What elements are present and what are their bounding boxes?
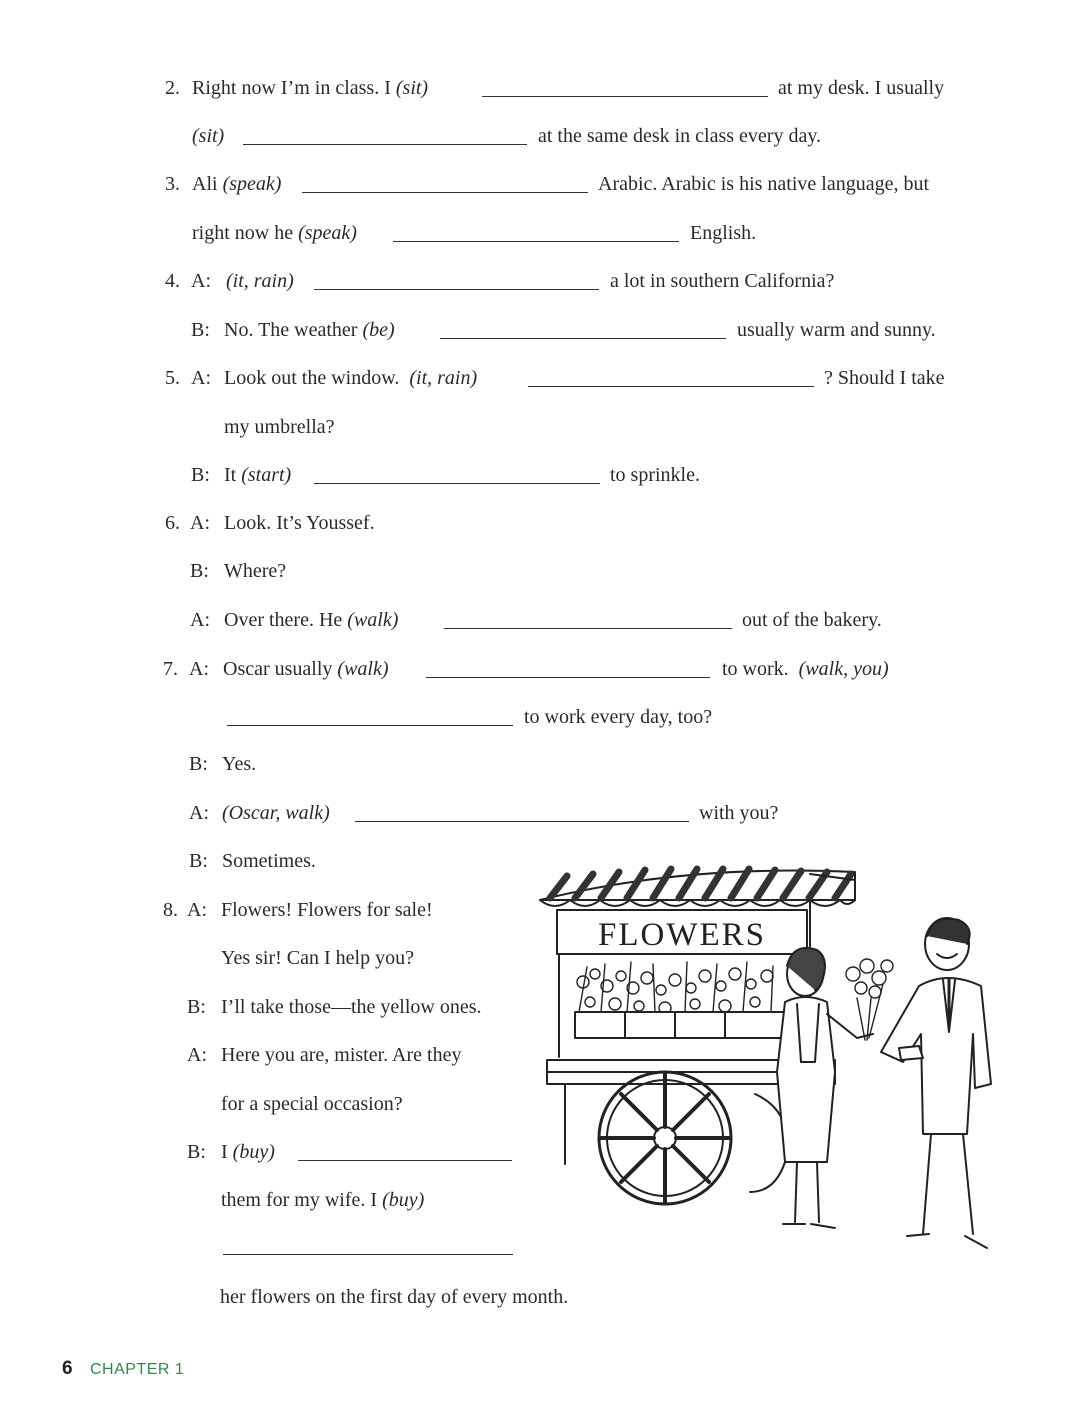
answer-blank[interactable]: [444, 610, 732, 629]
verb-cue: (buy): [382, 1189, 425, 1211]
item-text: to work every day, too?: [524, 706, 713, 728]
item-text: Where?: [224, 560, 287, 582]
item-text: I’ll take those—the yellow ones.: [221, 996, 482, 1018]
verb-cue: (it, rain): [226, 270, 294, 292]
item-number: 3.: [165, 173, 180, 195]
speaker-label: B:: [191, 464, 210, 486]
item-text: usually warm and sunny.: [737, 319, 936, 341]
item-text: at the same desk in class every day.: [538, 125, 822, 147]
item-text: Look. It’s Youssef.: [224, 512, 375, 534]
flowers-sign-text: FLOWERS: [597, 917, 767, 953]
item-number: 7.: [163, 658, 178, 680]
speaker-label: B:: [187, 996, 206, 1018]
item-text: Yes sir! Can I help you?: [221, 947, 414, 969]
answer-blank[interactable]: [355, 803, 689, 822]
item-text: It (start): [224, 464, 292, 486]
item-text: English.: [690, 222, 757, 244]
item-text: Arabic. Arabic is his native language, but: [598, 173, 930, 195]
answer-blank[interactable]: [314, 271, 599, 290]
speaker-label: A:: [190, 609, 210, 631]
item-text: them for my wife. I (buy): [221, 1189, 425, 1211]
item-text: with you?: [699, 802, 779, 824]
speaker-label: A:: [190, 512, 210, 534]
speaker-label: B:: [187, 1141, 206, 1163]
verb-cue: (sit): [192, 125, 225, 147]
flower-cart-illustration: [535, 862, 1005, 1274]
chapter-label: CHAPTER 1: [90, 1361, 185, 1378]
verb-cue: (sit): [395, 77, 429, 99]
item-text: I (buy): [221, 1141, 275, 1163]
item-text: Ali (speak): [192, 173, 282, 195]
speaker-label: A:: [191, 367, 211, 389]
speaker-label: A:: [187, 899, 207, 921]
speaker-label: A:: [191, 270, 211, 292]
item-text: Yes.: [222, 753, 257, 775]
item-text: [192, 124, 224, 148]
item-text: Flowers! Flowers for sale!: [221, 899, 433, 921]
verb-cue: (walk): [347, 609, 399, 631]
item-text: ? Should I take: [824, 367, 945, 389]
item-text: [222, 801, 330, 825]
answer-blank[interactable]: [223, 1236, 513, 1255]
item-text: to work. (walk, you): [722, 658, 889, 680]
verb-cue: (it, rain): [409, 367, 478, 389]
verb-cue: (speak): [298, 222, 357, 244]
speaker-label: B:: [190, 560, 209, 582]
speaker-label: A:: [187, 1044, 207, 1066]
verb-cue: (start): [241, 464, 292, 486]
item-number: 4.: [165, 270, 180, 292]
answer-blank[interactable]: [393, 223, 679, 242]
item-text: [226, 269, 294, 293]
item-text: to sprinkle.: [610, 464, 700, 486]
verb-cue: (Oscar, walk): [222, 802, 330, 824]
item-number: 8.: [163, 899, 178, 921]
item-text: out of the bakery.: [742, 609, 882, 631]
speaker-label: B:: [189, 753, 208, 775]
answer-blank[interactable]: [314, 465, 600, 484]
item-number: 6.: [165, 512, 180, 534]
verb-cue: (be): [362, 319, 395, 341]
item-number: 5.: [165, 367, 180, 389]
verb-cue: (buy): [232, 1141, 275, 1163]
answer-blank[interactable]: [440, 320, 726, 339]
item-text: Look out the window. (it, rain): [224, 367, 478, 389]
item-text: for a special occasion?: [221, 1093, 403, 1115]
speaker-label: B:: [189, 850, 208, 872]
answer-blank[interactable]: [482, 78, 768, 97]
item-text: Here you are, mister. Are they: [221, 1044, 462, 1066]
item-text: Right now I’m in class. I (sit): [192, 77, 429, 99]
speaker-label: B:: [191, 319, 210, 341]
verb-cue: (walk, you): [798, 658, 889, 680]
item-text: right now he (speak): [192, 222, 357, 244]
item-text: my umbrella?: [224, 416, 335, 438]
verb-cue: (walk): [337, 658, 389, 680]
item-text: a lot in southern California?: [610, 270, 835, 292]
item-number: 2.: [165, 77, 180, 99]
answer-blank[interactable]: [227, 707, 513, 726]
item-text: her flowers on the first day of every month.: [220, 1286, 569, 1308]
verb-cue: (speak): [222, 173, 282, 195]
answer-blank[interactable]: [243, 126, 527, 145]
answer-blank[interactable]: [426, 659, 710, 678]
item-text: No. The weather (be): [224, 319, 395, 341]
answer-blank[interactable]: [302, 174, 588, 193]
answer-blank[interactable]: [298, 1142, 512, 1161]
speaker-label: A:: [189, 658, 209, 680]
item-text: Oscar usually (walk): [223, 658, 389, 680]
item-text: at my desk. I usually: [778, 77, 945, 99]
speaker-label: A:: [189, 802, 209, 824]
item-text: Over there. He (walk): [224, 609, 399, 631]
item-text: Sometimes.: [222, 850, 316, 872]
page-number: 6: [62, 1358, 73, 1379]
answer-blank[interactable]: [528, 368, 814, 387]
